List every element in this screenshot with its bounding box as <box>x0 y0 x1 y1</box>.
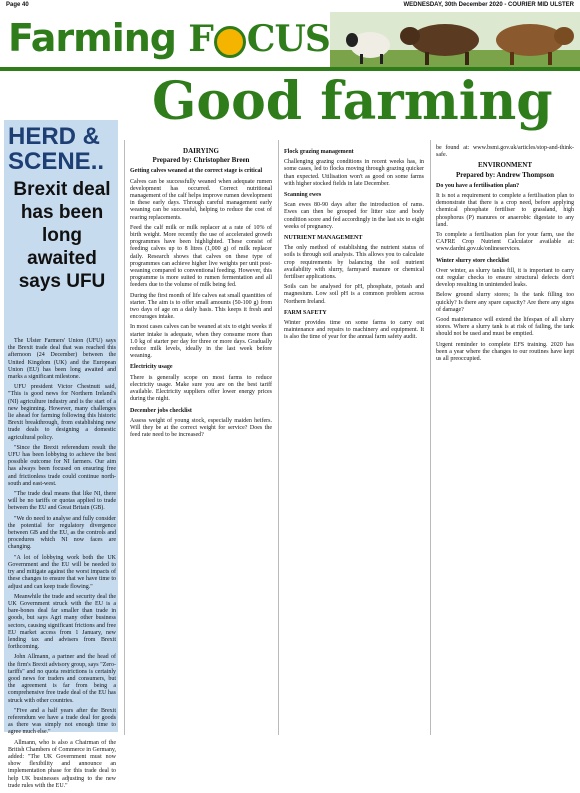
column-divider <box>278 140 279 735</box>
byline: Prepared by: Andrew Thompson <box>455 170 555 179</box>
paragraph: In most cases calves can be weaned at six to eight weeks if starter intake is adequate, when they consume more than 1.0 kg of starter per day for three or more days. Gradually reduce milk levels, ideally in the last week before weaning. <box>130 324 272 360</box>
paragraph: Over winter, as slurry tanks fill, it is important to carry out regular checks to ensure structural defects don't develop resulting in unintended leaks. <box>436 267 574 289</box>
paragraph: Meanwhile the trade and security deal the UK Government struck with the EU is a bare-bones deal far smaller than trade in goods, but says Agri many other business sectors, causing significant frictions and free EU market access from 1 January, new lending tax and advisers from Brexit forthcoming. <box>8 593 116 651</box>
sub-heading: FARM SAFETY <box>284 309 327 316</box>
herd-and-scene-panel <box>4 120 118 789</box>
section-title: DAIRYING <box>183 147 219 155</box>
paragraph: Feed the calf milk or milk replacer at a rate of 10% of birth weight. More recently the use of accelerated growth programmes have been highlighted. These consist of feeding calves up to 8 litres (1,000 g) of milk replacer daily. Research shows that calves on these type of programmes can achieve higher live weights per unit post-weaning compared to conventional feeding. However, this programme is more suited to rumen fermentation and all feeders due to the volume of milk being fed. <box>130 224 272 289</box>
sub-heading: Flock grazing management <box>284 149 354 155</box>
masthead-logo <box>8 14 330 63</box>
paragraph: "The trade deal means that like NI, there will be no tariffs or quotas applied to trade between the EU and Great Britain (GB). <box>8 491 116 512</box>
paragraph: During the first month of life calves eat small quantities of starter. The aim is to offer small amounts (50-100 g) from two days of age on a daily basis. This keeps it fresh and encourages intake. <box>130 292 272 321</box>
paragraph: "Since the Brexit referendum result the UFU has been lobbying to achieve the best possible outcome for NI farmers. Our aim has always been focused on ensuring free and frictionless trade could continue north-south and east-west. <box>8 444 116 487</box>
masthead <box>0 12 580 67</box>
paragraph: There is generally scope on most farms to reduce electricity usage. Make sure you are on the best tariff available. Electricity suppliers offer lower energy prices during the night. <box>130 374 272 403</box>
paragraph: Allmann, who is also a Chairman of the British Chambers of Commerce in Germany, added: "The UK Government must now show flexibility and announce an implementation phase for this trade deal to help UK businesses adjusting to the new trade rules with the EU." <box>8 739 116 789</box>
sub-heading: NUTRIENT MANAGEMENT <box>284 235 363 242</box>
paragraph: Scan ewes 80-90 days after the introduction of rams. Ewes can then be grouped for litter size and body condition score and fed accordingly in the last six to eight weeks of pregnancy. <box>284 202 424 230</box>
lead-heading: Do you have a fertilisation plan? <box>436 182 520 189</box>
lead-heading: Getting calves weaned at the correct stage is critical <box>130 168 263 175</box>
paragraph: Calves can be successfully weaned when adequate rumen development has occurred. Correct nutritional management of the calf helps improve rumen development in these early days. Through careful management early weaning can be successful, helping to reduce the cost of rearing replacements. <box>130 178 272 221</box>
byline: Prepared by: Christopher Breen <box>152 156 250 165</box>
livestock-illustration <box>330 12 580 67</box>
sub-heading: Winter slurry store checklist <box>436 257 510 264</box>
page-headline: Good farming <box>152 71 553 132</box>
paragraph: Soils can be analysed for pH, phosphate, potash and magnesium. Low soil pH is a common problem across Northern Ireland. <box>284 284 424 305</box>
section-title: ENVIRONMENT <box>477 161 533 170</box>
issue-date: WEDNESDAY, 30th December 2020 - COURIER MID ULSTER <box>403 2 574 8</box>
sun-icon <box>214 26 246 58</box>
paragraph: "A lot of lobbying work both the UK Government and the EU will be needed to try and mitigate against the worst impacts of these changes to ensure that we have time to adjust and can keep trade flowing." <box>8 554 116 590</box>
herd-section-title: HERD & SCENE.. <box>8 123 105 175</box>
herd-story-headline: Brexit deal has been long awaited says UFU <box>13 179 111 292</box>
paragraph: Winter provides time on some farms to carry out maintenance and repairs to machinery and equipment. It is also the time of year for the annual farm safety audit. <box>284 320 424 341</box>
paragraph: John Allmann, a partner and the head of the firm's Brexit advisory group, says "Zero-tariffs" and no quota restrictions is certainly good news for traders and consumers, but the agreement is far from being a comprehensive free trade deal of the EU has struck with other countries. <box>8 654 116 704</box>
sub-heading: Electricity usage <box>130 364 173 371</box>
paragraph: It is not a requirement to complete a fertilisation plan to demonstrate that there is a crop need, before applying chemical phosphate fertiliser to grassland, high phosphorus (P) manures or anaerobic digestate to any land. <box>436 193 574 228</box>
paragraph: UFU president Victor Chestnutt said, "This is good news for Northern Ireland's (NI) agriculture industry and is the start of a new beginning. However, many challenges lie ahead for farming following this historic Brexit breakthrough, from establishing new trade deals to designing a domestic agricultural policy. <box>8 384 116 441</box>
paragraph: Below ground slurry stores; Is the tank filling too quickly? Is there any spare capacity? Are there any signs of damage? <box>436 292 574 313</box>
paragraph: "Five and a half years after the Brexit referendum we have a trade deal for goods as there was simply not enough time to agree much else." <box>8 707 116 736</box>
paragraph: To complete a fertilisation plan for your farm, use the CAFRE Crop Nutrient Calculator available at: www.dardni.gov.uk/onlineservices. <box>436 232 574 253</box>
masthead-word-focus: F CUS <box>188 18 330 60</box>
paragraph: "We do need to analyse and fully consider the potential for regulatory divergence between GB and the EU, as the controls and procedures which NI now faces are changing. <box>8 515 116 551</box>
paragraph: Challenging grazing conditions in recent weeks has, in some cases, led to flocks moving through grazing quicker than expected. Utilisation won't as good on some farms with higher stocked fields in late December. <box>284 159 424 187</box>
paragraph: Urgent reminder to complete EFS training. 2020 has been a year where the changes to our routines have kept us all preoccupied. <box>436 341 574 363</box>
column-divider <box>124 140 125 735</box>
column-divider <box>430 140 431 735</box>
paragraph: Good maintenance will extend the lifespan of all slurry stores. Where a slurry tank is at risk of failing, the tank should not be used and must be emptied. <box>436 317 574 338</box>
page-number: Page 40 <box>6 2 29 8</box>
paragraph: Assess weight of young stock, especially maiden heifers. Will they be at the correct weight for service? Does the feed rate need to be increased? <box>130 417 272 439</box>
sub-heading: Scanning ewes <box>284 192 322 199</box>
paragraph: The only method of establishing the nutrient status of soils is through soil analysis. This allows you to calculate crop requirements by balancing the soil nutrient availability with slurry, farmyard manure or chemical fertiliser applications. <box>284 245 424 281</box>
paragraph: be found at: www.bsmi.gov.uk/articles/stop-and-think-safe. <box>436 145 574 159</box>
herd-story-body <box>8 338 116 793</box>
masthead-word-farming: Farming <box>8 16 176 60</box>
environment-column <box>436 145 574 366</box>
sub-heading: December jobs checklist <box>130 407 192 414</box>
dairying-column <box>130 145 272 442</box>
paragraph: The Ulster Farmers' Union (UFU) says the Brexit trade deal that was reached this afternoon (24 December) between the United Kingdom (UK) and the European Union (EU) has been long awaited and marks a significant milestone. <box>8 338 116 381</box>
sheep-and-soil-column <box>284 145 424 345</box>
